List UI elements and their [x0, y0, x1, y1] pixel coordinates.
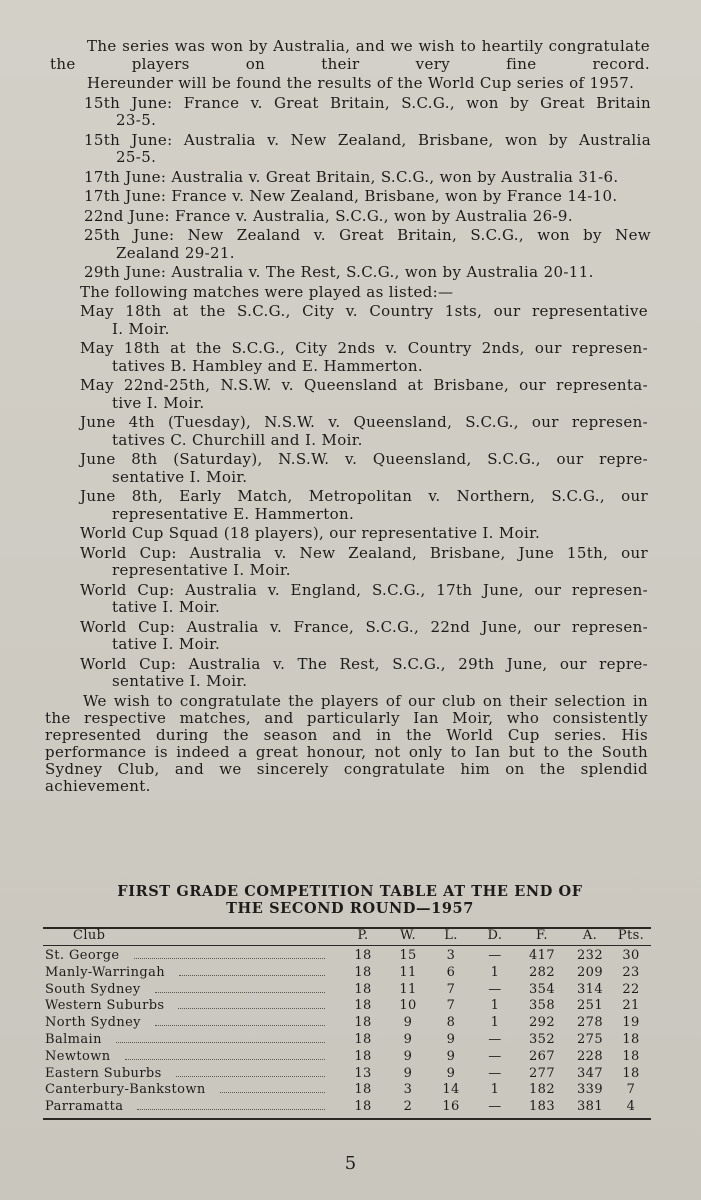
stat-cell: —	[488, 1099, 502, 1115]
result-entry-line-1: 22nd June: France v. Australia, S.C.G., won by Australia 26-9.	[84, 206, 573, 225]
results-list	[0, 95, 701, 282]
dot-leader	[220, 1092, 325, 1093]
stat-cell: 183	[528, 1099, 555, 1115]
stat-cell: —	[488, 948, 502, 963]
table-row	[43, 1015, 651, 1031]
stat-cell: 9	[403, 1065, 413, 1081]
match-entry-line-1: June 8th, Early Match, Metropolitan v. Northern, S.C.G., our	[80, 487, 648, 505]
match-entry-line-1: May 22nd-25th, N.S.W. v. Queensland at Brisbane, our representa-	[80, 376, 648, 394]
match-entry	[80, 656, 648, 691]
stat-cell: 182	[528, 1082, 555, 1098]
stat-cell: 13	[354, 1065, 372, 1081]
stat-cell: 417	[528, 948, 555, 963]
match-entry-line-1: June 4th (Tuesday), N.S.W. v. Queensland, S.C.G., our represen-	[80, 413, 648, 431]
dot-leader	[155, 992, 325, 993]
stat-cell: 23	[622, 964, 640, 980]
match-entry	[80, 451, 648, 486]
stat-cell: 9	[446, 1065, 456, 1081]
stat-cell: 358	[528, 998, 555, 1014]
matches-list	[0, 303, 701, 691]
match-entry-line-2: representative I. Moir.	[112, 561, 291, 579]
table-row	[43, 1032, 651, 1048]
dot-leader	[116, 1042, 325, 1043]
stat-cell: 18	[354, 1082, 372, 1098]
club-name: Eastern Suburbs	[45, 1065, 162, 1081]
match-entry	[80, 340, 648, 375]
stat-cell: 10	[399, 998, 417, 1014]
stat-cell: 228	[576, 1048, 603, 1064]
table-row	[43, 998, 651, 1014]
match-entry-line-1: World Cup: Australia v. The Rest, S.C.G., 29th June, our repre-	[80, 654, 648, 673]
dot-leader	[178, 1008, 325, 1009]
stat-cell: 9	[403, 1048, 413, 1064]
stat-cell: 7	[446, 981, 456, 997]
result-entry-line-2: Zealand 29-21.	[116, 243, 235, 262]
matches-intro: The following matches were played as listed:—	[80, 282, 454, 301]
stat-cell: 9	[403, 1032, 413, 1047]
stat-cell: 14	[442, 1082, 460, 1098]
stat-cell: 1	[490, 964, 500, 980]
match-entry-line-2: representative E. Hammerton.	[112, 504, 355, 523]
dot-leader	[179, 975, 325, 976]
stat-cell: 1	[490, 1082, 500, 1098]
intro-paragraph-1: The series was won by Australia, and we wish to heartily congratulate the players on their very fine record.	[50, 37, 650, 73]
match-entry-line-2: tative I. Moir.	[112, 598, 221, 616]
result-entry-line-1: 17th June: France v. New Zealand, Brisbane, won by France 14-10.	[84, 187, 618, 205]
stat-cell: 11	[399, 964, 417, 980]
table-row	[43, 948, 651, 964]
club-name: Canterbury-Bankstown	[45, 1082, 206, 1098]
stat-cell: 282	[528, 964, 555, 980]
result-entry	[84, 95, 651, 130]
stat-cell: 209	[576, 964, 603, 980]
match-entry	[80, 377, 648, 412]
table-row	[43, 1049, 651, 1065]
table-header-cell: L.	[444, 928, 458, 943]
table-header-rule	[43, 945, 651, 946]
stat-cell: 11	[399, 981, 417, 997]
table-title-line-2: THE SECOND ROUND—1957	[226, 900, 474, 917]
club-name: Balmain	[45, 1032, 102, 1047]
stat-cell: 267	[528, 1048, 555, 1064]
stat-cell: 381	[576, 1099, 603, 1115]
match-entry-line-2: tatives B. Hambley and E. Hammerton.	[112, 356, 424, 375]
stat-cell: 21	[622, 998, 640, 1014]
table-row	[43, 965, 651, 981]
stat-cell: 3	[403, 1082, 413, 1098]
stat-cell: 9	[446, 1048, 456, 1064]
dot-leader	[176, 1076, 325, 1077]
stat-cell: 275	[576, 1032, 603, 1047]
table-header-cell: Pts.	[617, 928, 645, 943]
result-entry	[84, 208, 651, 226]
stat-cell: 6	[446, 964, 456, 980]
stat-cell: 15	[399, 948, 417, 963]
stat-cell: 314	[576, 981, 603, 997]
stat-cell: 18	[622, 1065, 640, 1081]
stat-cell: 9	[403, 1015, 413, 1031]
table-header-cell: A.	[582, 928, 598, 943]
club-name: South Sydney	[45, 981, 141, 997]
stat-cell: 354	[528, 981, 555, 997]
stat-cell: 22	[622, 981, 640, 997]
dot-leader	[125, 1059, 325, 1060]
stat-cell: 18	[354, 1015, 372, 1031]
table-header-cell: P.	[357, 928, 369, 943]
match-entry-line-2: tive I. Moir.	[112, 393, 205, 412]
stat-cell: 251	[576, 998, 603, 1014]
table-header-cell: F.	[536, 928, 548, 943]
table-title	[44, 883, 656, 917]
club-name: Manly-Warringah	[45, 964, 166, 980]
match-entry-line-1: World Cup: Australia v. England, S.C.G., 17th June, our represen-	[80, 580, 648, 599]
body-text	[0, 38, 701, 797]
match-entry	[80, 525, 648, 543]
stat-cell: 18	[354, 964, 372, 980]
result-entry-line-1: 15th June: Australia v. New Zealand, Brisbane, won by Australia	[84, 130, 651, 149]
result-entry-line-1: 17th June: Australia v. Great Britain, S.C.G., won by Australia 31-6.	[84, 167, 619, 186]
result-entry-line-2: 25-5.	[116, 148, 157, 166]
match-entry	[80, 545, 648, 580]
stat-cell: 1	[490, 1015, 500, 1031]
stat-cell: 352	[528, 1032, 555, 1047]
stat-cell: 8	[446, 1015, 456, 1031]
stat-cell: 232	[576, 948, 603, 963]
stat-cell: 19	[622, 1015, 640, 1031]
stat-cell: 7	[626, 1082, 636, 1098]
result-entry	[84, 169, 651, 187]
stat-cell: 18	[354, 981, 372, 997]
stat-cell: 9	[446, 1032, 456, 1047]
stat-cell: 18	[354, 998, 372, 1014]
club-name: Newtown	[45, 1048, 111, 1064]
result-entry	[84, 227, 651, 262]
stat-cell: 30	[622, 948, 640, 963]
dot-leader	[134, 958, 325, 959]
stat-cell: —	[488, 981, 502, 997]
table-row	[43, 1066, 651, 1082]
club-name: Western Suburbs	[45, 998, 165, 1014]
match-entry-line-1: June 8th (Saturday), N.S.W. v. Queensland, S.C.G., our repre-	[80, 450, 648, 468]
stat-cell: 4	[626, 1099, 636, 1115]
match-entry	[80, 303, 648, 338]
match-entry-line-1: World Cup: Australia v. France, S.C.G., 22nd June, our represen-	[80, 617, 648, 636]
stat-cell: 7	[446, 998, 456, 1014]
table-header-cell: D.	[487, 928, 503, 943]
table-row	[43, 1099, 651, 1115]
match-entry-line-2: I. Moir.	[112, 319, 170, 338]
stat-cell: 18	[354, 1048, 372, 1064]
table-bottom-rule	[43, 1118, 651, 1120]
match-entry	[80, 619, 648, 654]
dot-leader	[155, 1025, 325, 1026]
match-entry-line-2: tatives C. Churchill and I. Moir.	[112, 430, 363, 449]
stat-cell: —	[488, 1048, 502, 1064]
table-row	[43, 982, 651, 998]
match-entry-line-1: World Cup Squad (18 players), our representative I. Moir.	[80, 524, 541, 542]
stat-cell: 18	[354, 948, 372, 963]
result-entry	[84, 188, 651, 206]
match-entry-line-1: May 18th at the S.C.G., City 2nds v. Country 2nds, our represen-	[80, 339, 648, 357]
stat-cell: 277	[528, 1065, 555, 1081]
table-header-cell: Club	[73, 928, 106, 943]
match-entry-line-1: World Cup: Australia v. New Zealand, Brisbane, June 15th, our	[80, 543, 648, 562]
stat-cell: 3	[446, 948, 456, 963]
stat-cell: 18	[622, 1032, 640, 1047]
result-entry-line-1: 25th June: New Zealand v. Great Britain, S.C.G., won by New	[84, 226, 651, 244]
stat-cell: 18	[354, 1099, 372, 1115]
match-entry-line-2: sentative I. Moir.	[112, 467, 248, 486]
match-entry-line-2: sentative I. Moir.	[112, 672, 248, 690]
stat-cell: 18	[354, 1032, 372, 1047]
result-entry-line-1: 29th June: Australia v. The Rest, S.C.G., won by Australia 20-11.	[84, 263, 594, 281]
result-entry	[84, 264, 651, 282]
stat-cell: 339	[576, 1082, 603, 1098]
stat-cell: 16	[442, 1099, 460, 1115]
result-entry	[84, 132, 651, 167]
intro-paragraph-2: Hereunder will be found the results of the World Cup series of 1957.	[87, 74, 635, 92]
stat-cell: —	[488, 1032, 502, 1047]
match-entry	[80, 582, 648, 617]
match-entry-line-2: tative I. Moir.	[112, 635, 221, 653]
stat-cell: 347	[576, 1065, 603, 1081]
stat-cell: 278	[576, 1015, 603, 1031]
match-entry	[80, 488, 648, 523]
stat-cell: 18	[622, 1048, 640, 1064]
closing-paragraph: We wish to congratulate the players of our club on their selection in the respective matches, and particularly Ian Moir, who consistently represented during the season and in the World Cup series. His performance is indeed a great honour, not only to Ian but to the South Sydney Club, and we sincerely congratulate him on the splendid achievement.	[45, 691, 648, 795]
match-entry-line-1: May 18th at the S.C.G., City v. Country 1sts, our representative	[80, 302, 648, 320]
result-entry-line-2: 23-5.	[116, 111, 157, 129]
stat-cell: 2	[403, 1099, 413, 1115]
stat-cell: 292	[528, 1015, 555, 1031]
table-row	[43, 1082, 651, 1098]
result-entry-line-1: 15th June: France v. Great Britain, S.C.G., won by Great Britain	[84, 93, 651, 112]
match-entry	[80, 414, 648, 449]
table-header-cell: W.	[399, 928, 417, 943]
table-title-line-1: FIRST GRADE COMPETITION TABLE AT THE END OF	[117, 883, 583, 900]
club-name: Parramatta	[45, 1099, 124, 1115]
page-number: 5	[344, 1153, 357, 1174]
stat-cell: —	[488, 1065, 502, 1081]
stat-cell: 1	[490, 998, 500, 1014]
club-name: St. George	[45, 948, 120, 963]
club-name: North Sydney	[45, 1015, 141, 1031]
dot-leader	[137, 1109, 325, 1110]
table-header-row	[43, 928, 651, 944]
